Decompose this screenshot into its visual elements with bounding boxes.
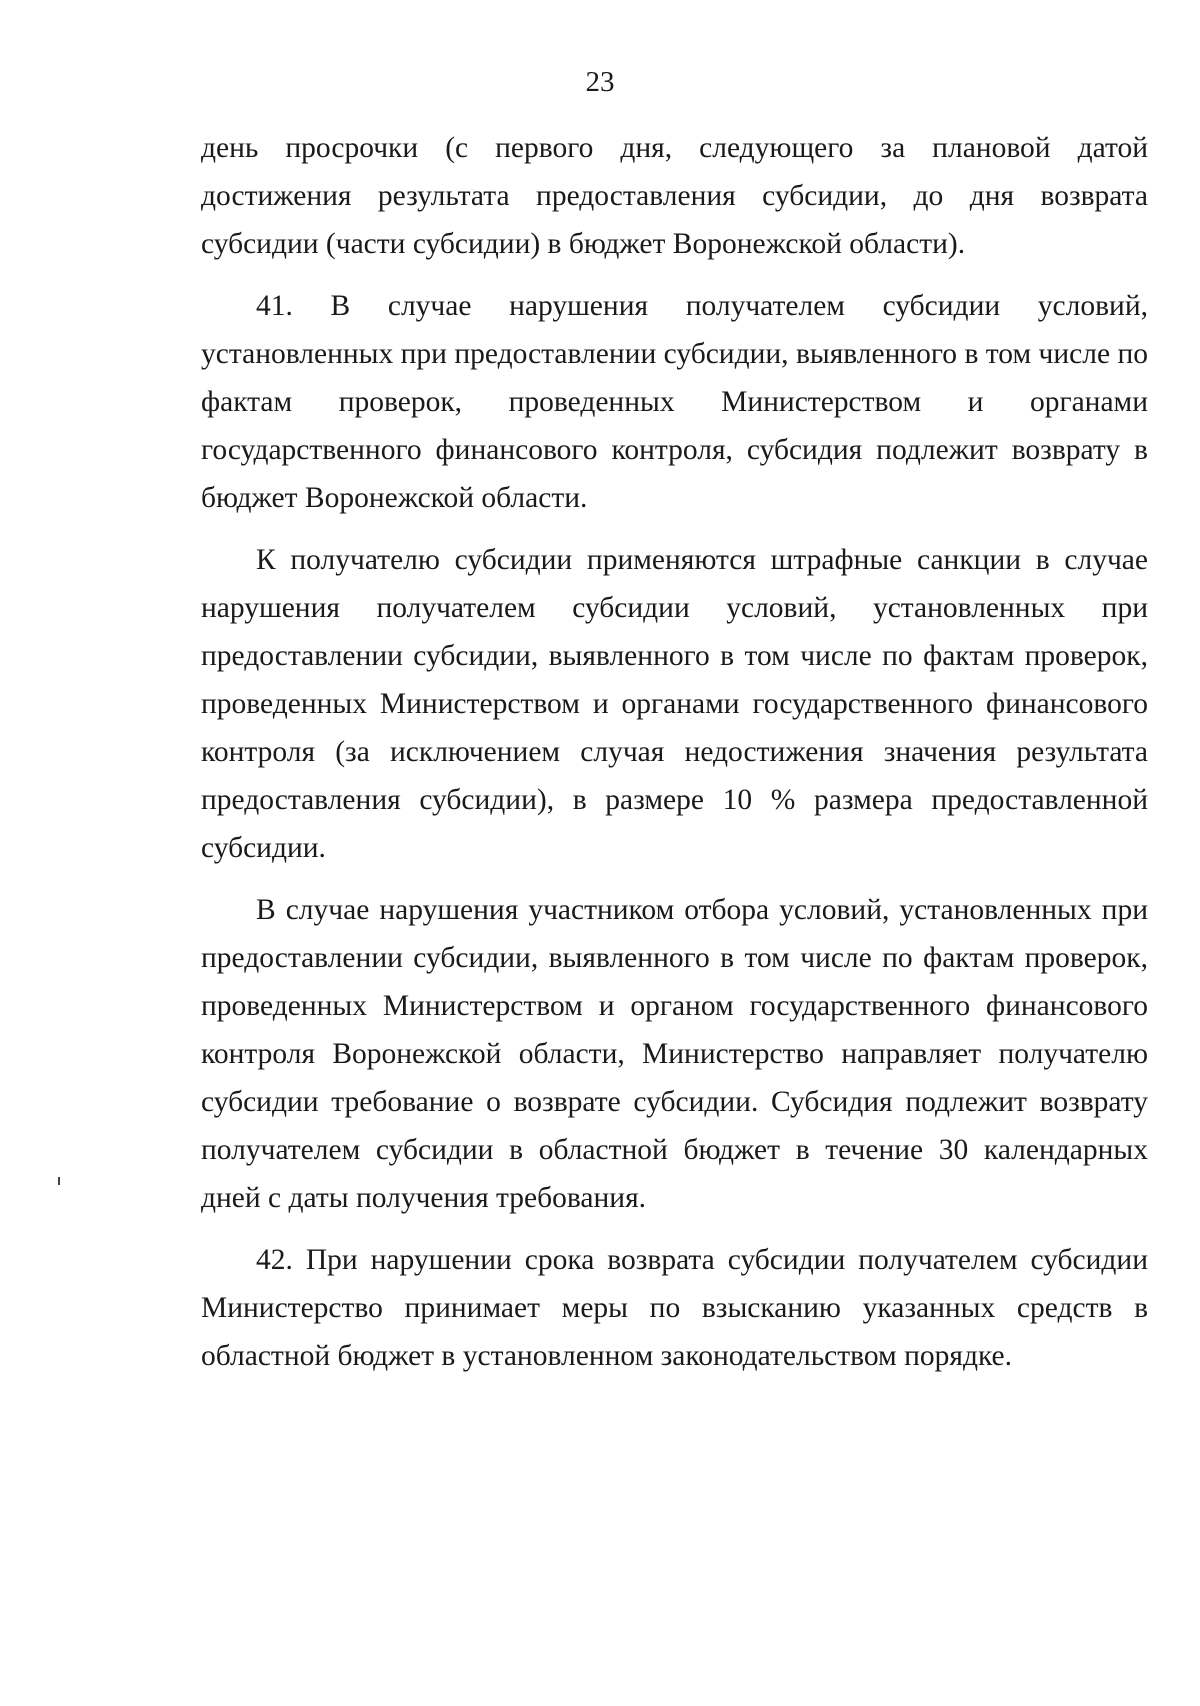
paragraph-continuation: день просрочки (с первого дня, следующего за плановой датой достижения результата предоставления субсидии, до дня возврата субсидии (части субсидии) в бюджет Воронежской области). xyxy=(201,132,1148,260)
page-number-text: 23 xyxy=(585,66,615,98)
paragraph-41: 41. В случае нарушения получателем субсидии условий, установленных при предоставлении субсидии, выявленного в том числе по фактам проверок, проведенных Министерством и органами государственного финансового контроля, субсидия подлежит возврату в бюджет Воронежской области. xyxy=(201,290,1148,514)
paragraph-penalty: К получателю субсидии применяются штрафные санкции в случае нарушения получателем субсидии условий, установленных при предоставлении субсидии, выявленного в том числе по фактам проверок, проведенных Министерством и органами государственного финансового контроля (за исключением случая недостижения значения результата предоставления субсидии), в размере 10 % размера предоставленной субсидии. xyxy=(201,544,1148,864)
document-body xyxy=(201,124,1148,1380)
paragraph-return-demand: В случае нарушения участником отбора условий, установленных при предоставлении субсидии, выявленного в том числе по фактам проверок, проведенных Министерством и органом государственного финансового контроля Воронежской области, Министерство направляет получателю субсидии требование о возврате субсидии. Субсидия подлежит возврату получателем субсидии в областной бюджет в течение 30 календарных дней с даты получения требования. xyxy=(201,894,1148,1214)
page-number xyxy=(0,62,1200,102)
scan-mark xyxy=(58,1177,60,1185)
paragraph-42: 42. При нарушении срока возврата субсидии получателем субсидии Министерство принимает меры по взысканию указанных средств в областной бюджет в установленном законодательством порядке. xyxy=(201,1244,1148,1372)
